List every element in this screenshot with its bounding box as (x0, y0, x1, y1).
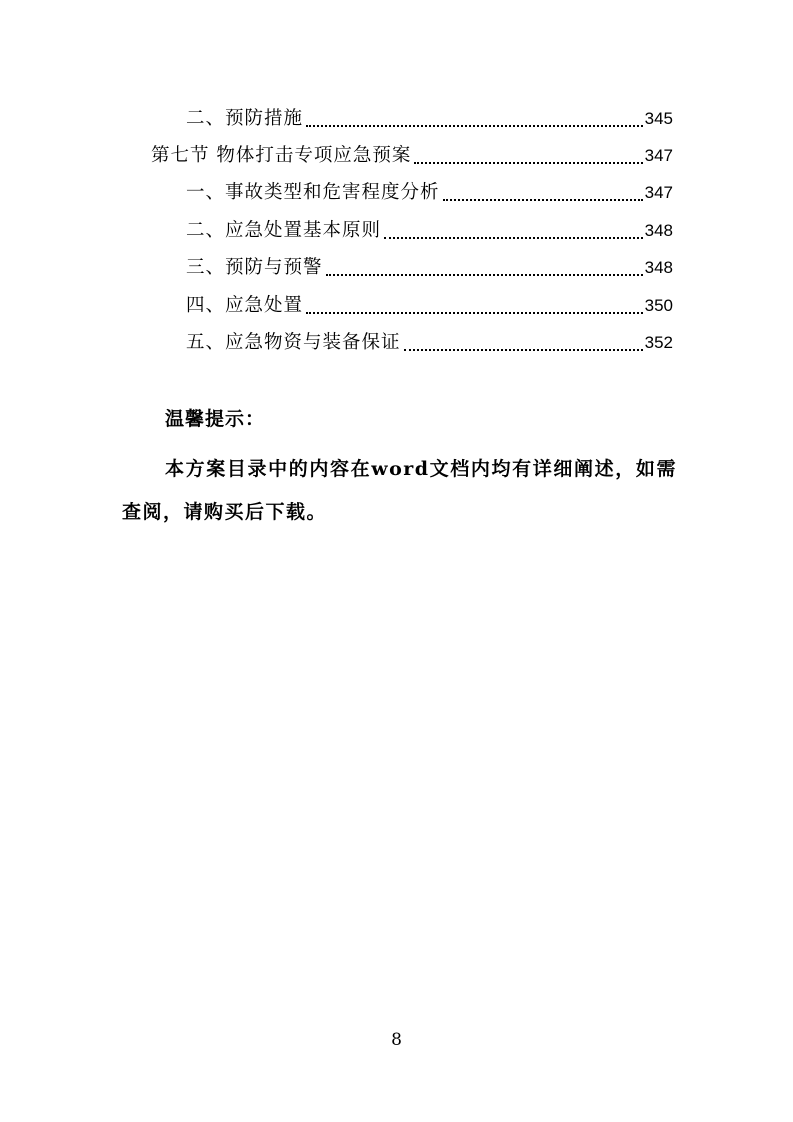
toc-leader-dots (414, 162, 642, 164)
toc-entry[interactable] (151, 141, 673, 171)
toc-leader-dots (443, 199, 643, 201)
toc-entry[interactable] (186, 328, 673, 358)
toc-leader-dots (306, 312, 643, 314)
toc-entry[interactable] (186, 253, 673, 283)
toc-entry-title: 五、应急物资与装备保证 (186, 332, 401, 353)
toc-entry-title: 四、应急处置 (186, 295, 304, 316)
toc-leader-dots (384, 237, 643, 239)
toc-entry[interactable] (186, 216, 673, 246)
toc-entry-title: 二、应急处置基本原则 (186, 220, 382, 241)
toc-entry-page: 352 (644, 333, 673, 352)
toc-entry-title: 第七节 物体打击专项应急预案 (151, 145, 412, 166)
toc-leader-dots (404, 349, 643, 351)
toc-entry-page: 348 (644, 258, 673, 277)
toc-entry-page: 347 (644, 146, 673, 165)
toc-entry-page: 345 (644, 109, 673, 128)
toc-leader-dots (306, 125, 643, 127)
tip-body: 本方案目录中的内容在word文档内均有详细阐述，如需查阅，请购买后下载。 (122, 458, 677, 523)
toc-entry-page: 350 (644, 296, 673, 315)
toc-entry-title: 三、预防与预警 (186, 257, 323, 278)
toc-entry[interactable] (186, 104, 673, 134)
toc-entry[interactable] (186, 291, 673, 321)
toc-entry-title: 二、预防措施 (186, 108, 304, 129)
toc-entry[interactable] (186, 178, 673, 208)
toc-entry-title: 一、事故类型和危害程度分析 (186, 182, 440, 203)
tip-heading: 温馨提示： (165, 408, 266, 430)
toc-entry-page: 348 (644, 221, 673, 240)
page-number: 8 (391, 1030, 402, 1050)
toc-leader-dots (326, 274, 643, 276)
toc-entry-page: 347 (644, 183, 673, 202)
